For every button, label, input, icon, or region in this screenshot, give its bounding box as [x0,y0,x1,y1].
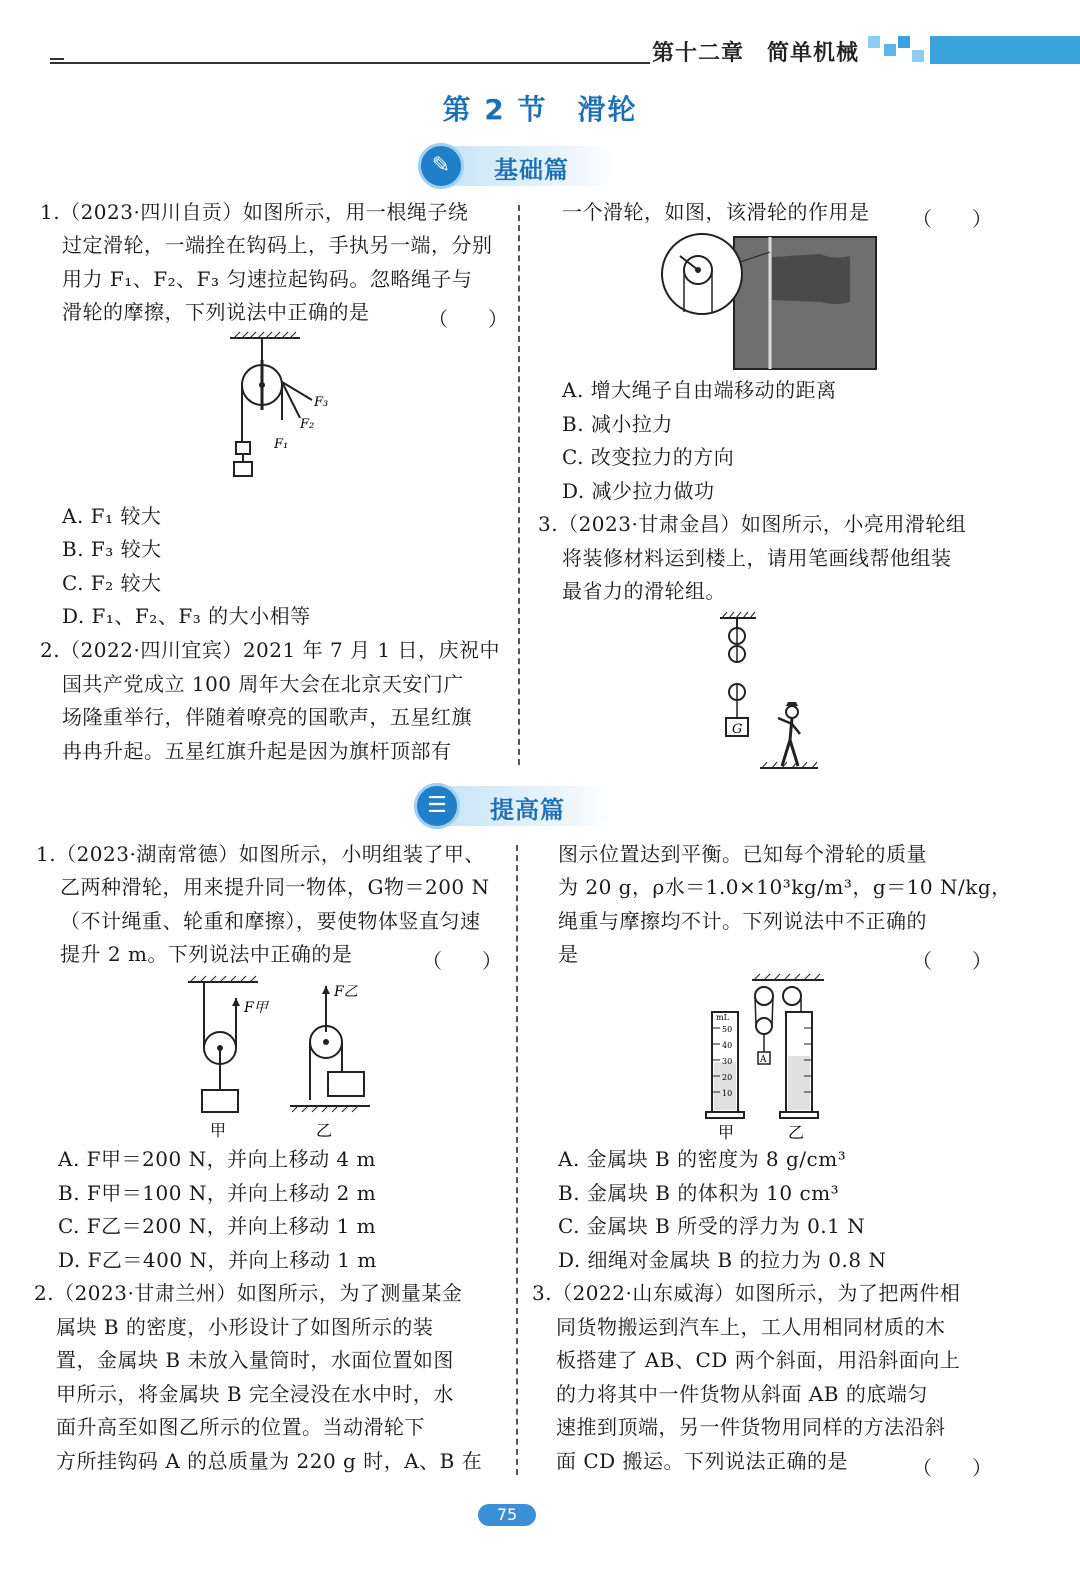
svg-text:乙: 乙 [788,1123,805,1142]
column-divider [518,205,520,765]
svg-text:50: 50 [722,1025,733,1034]
svg-text:F甲: F甲 [244,1000,268,1016]
header-dash [50,58,64,60]
svg-text:F₃: F₃ [314,395,329,410]
svg-text:10: 10 [722,1089,733,1098]
flagpole-pulley-figure [660,232,880,372]
page-number: 75 [478,1504,536,1526]
list-icon: ☰ [414,783,460,829]
pulley-block-figure [710,608,830,773]
svg-text:mL: mL [716,1013,729,1022]
section-banner-basic: ✎ 基础篇 [418,146,618,186]
svg-text:甲: 甲 [210,1121,227,1140]
column-divider [516,845,518,1475]
svg-text:30: 30 [722,1057,733,1066]
fixed-pulley-figure [220,330,340,500]
svg-text:40: 40 [722,1041,733,1050]
svg-text:A: A [760,1055,767,1065]
svg-text:G: G [732,722,743,737]
svg-text:F乙: F乙 [334,984,358,1000]
cylinder-pulley-figure [700,972,840,1144]
pulley-comparison-figure [180,972,380,1142]
svg-text:乙: 乙 [316,1121,333,1140]
svg-text:甲: 甲 [718,1123,735,1142]
section-banner-advanced: ☰ 提高篇 [414,786,614,826]
svg-text:F₂: F₂ [300,417,315,432]
svg-text:F₁: F₁ [274,437,289,452]
page-title: 第 2 节 滑轮 [442,93,638,126]
header-rule [50,62,650,64]
chapter-title: 第十二章 简单机械 [652,41,860,66]
svg-text:20: 20 [722,1073,733,1082]
pencil-icon: ✎ [418,143,464,189]
